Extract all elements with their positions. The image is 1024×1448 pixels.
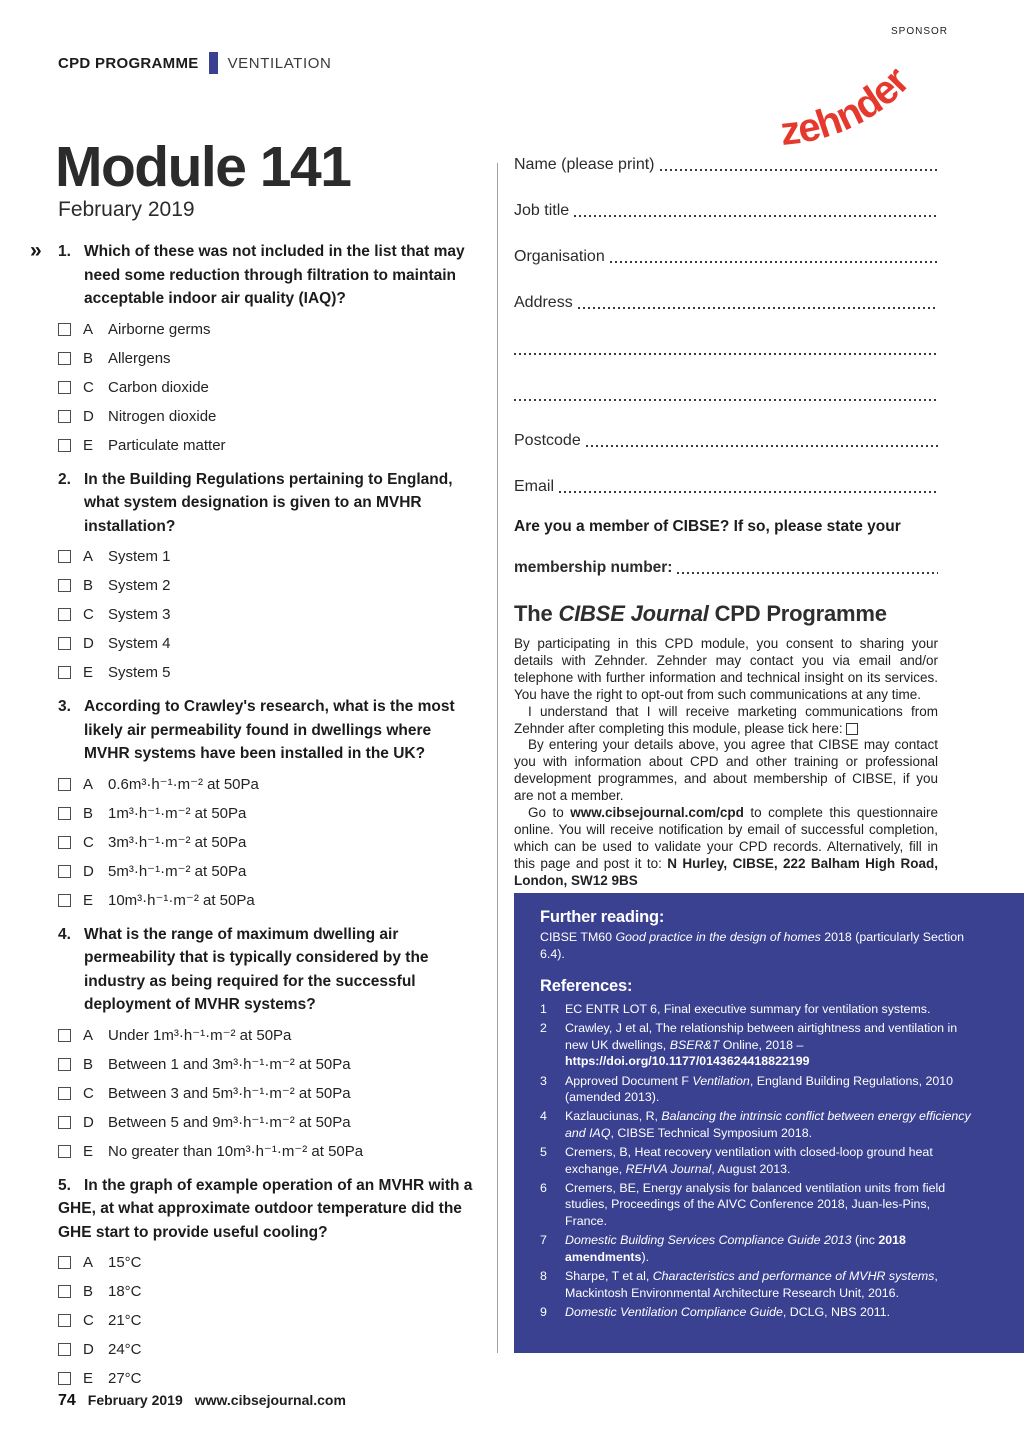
question-number: 3. <box>58 698 71 715</box>
option-checkbox[interactable] <box>58 1372 71 1385</box>
form-field <box>514 150 938 174</box>
references-heading: References: <box>540 977 633 995</box>
reference-item <box>540 1001 972 1017</box>
field-label: Organisation <box>514 248 605 265</box>
cibse-member-question: Are you a member of CIBSE? If so, please state your <box>514 518 901 535</box>
page-footer <box>58 1392 346 1410</box>
question-number: 4. <box>58 925 71 943</box>
reference-number: 7 <box>540 1233 547 1248</box>
option-letter: E <box>83 1370 94 1387</box>
option-text: Between 3 and 5m³·h⁻¹·m⁻² at 50Pa <box>108 1085 351 1102</box>
option-checkbox[interactable] <box>58 637 71 650</box>
form-field <box>514 380 938 404</box>
text-segment: CIBSE TM60 <box>540 930 616 944</box>
question-number: 1. <box>58 243 71 260</box>
form-field <box>514 426 938 450</box>
option-letter: E <box>83 891 94 909</box>
answer-option <box>58 344 481 373</box>
question-4 <box>33 923 481 1166</box>
heading-segment-italic: CIBSE Journal <box>558 601 709 626</box>
reference-text <box>565 1304 972 1320</box>
option-text: 18°C <box>108 1283 142 1300</box>
option-checkbox[interactable] <box>58 1314 71 1327</box>
reference-segment: ). <box>641 1249 650 1264</box>
reference-text <box>565 1073 972 1106</box>
answer-option <box>58 828 481 857</box>
name-input-line[interactable] <box>660 169 939 171</box>
reference-segment: Crawley, J et al, The relationship between airtightness and ventilation in new UK dwellings, <box>565 1021 958 1052</box>
question-text: What is the range of maximum dwelling air permeability that is typically considered by the industry as being required for the successful deployment of MVHR systems? <box>84 925 429 1013</box>
cpd-url-text: www.cibsejournal.com/cpd <box>570 805 744 821</box>
answer-option <box>58 1108 481 1137</box>
answer-option <box>58 1277 481 1306</box>
entry-form <box>514 150 938 890</box>
svg-text:zehnder: zehnder <box>780 59 918 155</box>
reference-segment: Sharpe, T et al, <box>565 1269 653 1284</box>
address-line-3-input[interactable] <box>514 399 938 401</box>
option-checkbox[interactable] <box>58 1343 71 1356</box>
reference-segment-italic: Ventilation <box>692 1073 750 1088</box>
reference-text <box>565 1180 972 1229</box>
field-label: Job title <box>514 202 570 219</box>
heading-segment: The <box>514 601 559 626</box>
option-text: Particulate matter <box>108 436 226 454</box>
option-letter: B <box>83 577 94 594</box>
answer-option <box>58 1306 481 1335</box>
reference-text <box>565 1232 972 1265</box>
question-3 <box>33 695 481 915</box>
question-1 <box>30 239 481 460</box>
option-checkbox[interactable] <box>58 836 71 849</box>
further-reading-heading: Further reading: <box>540 908 665 926</box>
option-text: Between 1 and 3m³·h⁻¹·m⁻² at 50Pa <box>108 1056 351 1073</box>
option-letter: B <box>83 349 94 367</box>
reference-text <box>565 1144 972 1177</box>
reference-text <box>565 1020 972 1069</box>
answer-option <box>58 431 481 460</box>
reference-segment: , Mackintosh Environmental Architecture Research Unit, 2016. <box>565 1269 938 1300</box>
answer-option <box>58 1021 481 1050</box>
option-text: System 1 <box>108 548 171 565</box>
paragraph <box>514 805 938 890</box>
question-2 <box>33 468 481 688</box>
consent-text: I understand that I will receive marketing communications from Zehnder after completing this module, please tick here: <box>514 703 938 736</box>
option-letter: C <box>83 1312 94 1329</box>
answer-option <box>58 886 481 915</box>
reference-item <box>540 1020 972 1069</box>
form-field <box>514 553 938 577</box>
reference-number: 5 <box>540 1145 547 1160</box>
reference-segment-italic: Balancing the intrinsic conflict between energy efficiency and IAQ <box>565 1109 971 1140</box>
reference-segment: , August 2013. <box>711 1161 791 1176</box>
ventilation-label: VENTILATION <box>227 54 332 72</box>
option-letter: A <box>83 320 94 338</box>
option-text: 0.6m³·h⁻¹·m⁻² at 50Pa <box>108 776 259 793</box>
reference-number: 3 <box>540 1073 547 1088</box>
reference-segment: , CIBSE Technical Symposium 2018. <box>610 1125 813 1140</box>
option-letter: B <box>83 804 94 822</box>
question-text: In the graph of example operation of an MVHR with a GHE, at what approximate outdoor temperature did the GHE start to provide useful cooling? <box>58 1176 473 1241</box>
answer-option <box>58 373 481 402</box>
answer-option <box>58 1248 481 1277</box>
option-letter: A <box>83 548 94 565</box>
issue-date: February 2019 <box>58 198 195 221</box>
heading-segment: CPD Programme <box>708 601 887 626</box>
answer-option <box>58 770 481 799</box>
option-text: Under 1m³·h⁻¹·m⁻² at 50Pa <box>108 1027 292 1044</box>
reference-segment-bold: 2018 amendments <box>565 1233 906 1264</box>
job-title-input-line[interactable] <box>574 215 938 217</box>
option-letter: D <box>83 1341 94 1358</box>
reference-text <box>565 1108 972 1141</box>
option-checkbox[interactable] <box>58 1087 71 1100</box>
organisation-input-line[interactable] <box>610 261 938 263</box>
option-text: No greater than 10m³·h⁻¹·m⁻² at 50Pa <box>108 1143 364 1160</box>
question-number: 2. <box>58 470 71 488</box>
field-label: Email <box>514 478 555 495</box>
reference-number: 8 <box>540 1269 547 1284</box>
option-checkbox[interactable] <box>58 1058 71 1071</box>
option-letter: B <box>83 1283 94 1300</box>
form-field <box>514 288 938 312</box>
reference-item <box>540 1144 972 1177</box>
option-letter: D <box>83 862 94 880</box>
option-checkbox[interactable] <box>58 1285 71 1298</box>
page-title: Module 141 <box>55 135 351 199</box>
reference-segment: EC ENTR LOT 6, Final executive summary for ventilation systems. <box>565 1002 931 1016</box>
option-text: Allergens <box>108 349 171 367</box>
reference-number: 1 <box>540 1002 547 1016</box>
reference-item <box>540 1268 972 1301</box>
reference-number: 2 <box>540 1021 547 1036</box>
answer-option <box>58 1335 481 1364</box>
option-letter: D <box>83 635 94 652</box>
form-field <box>514 196 938 220</box>
reference-item <box>540 1073 972 1106</box>
text-segment: Go to <box>528 805 571 821</box>
answer-option <box>58 600 481 629</box>
form-field <box>514 242 938 266</box>
further-reading-box <box>514 893 1024 1353</box>
membership-number-input-line[interactable] <box>677 572 938 574</box>
field-label: Postcode <box>514 432 581 449</box>
option-checkbox[interactable] <box>58 778 71 791</box>
text-segment-italic: Good practice in the design of homes <box>615 930 821 944</box>
questionnaire <box>30 239 481 1401</box>
reference-segment: Approved Document F <box>565 1073 693 1088</box>
sponsor-block <box>776 26 948 160</box>
answer-option <box>58 799 481 828</box>
address-line-2-input[interactable] <box>514 353 938 355</box>
reference-number: 6 <box>540 1181 547 1196</box>
reference-item <box>540 1180 972 1229</box>
option-letter: C <box>83 606 94 623</box>
reference-segment-italic: REHVA Journal <box>625 1161 712 1176</box>
option-checkbox[interactable] <box>58 608 71 621</box>
option-text: 10m³·h⁻¹·m⁻² at 50Pa <box>108 892 255 909</box>
option-checkbox[interactable] <box>58 865 71 878</box>
cpd-programme-heading <box>514 601 938 627</box>
reference-text <box>565 1001 972 1017</box>
field-label: Address <box>514 294 573 311</box>
answer-option <box>58 629 481 658</box>
reference-segment: Kazlauciunas, R, <box>565 1109 662 1124</box>
answer-option <box>58 402 481 431</box>
option-checkbox[interactable] <box>58 807 71 820</box>
reference-segment-italic: Characteristics and performance of MVHR systems <box>652 1269 935 1284</box>
option-text: 24°C <box>108 1341 142 1358</box>
answer-option <box>58 1137 481 1166</box>
paragraph: By entering your details above, you agree that CIBSE may contact you with information about CPD and other training or professional development programmes, and about membership of CIBSE, if you are not a member. <box>514 737 938 804</box>
option-text: 3m³·h⁻¹·m⁻² at 50Pa <box>108 834 247 851</box>
email-input-line[interactable] <box>559 491 938 493</box>
field-label: Name (please print) <box>514 156 655 173</box>
header-eyebrow <box>58 52 331 74</box>
reference-item <box>540 1232 972 1265</box>
option-text: System 2 <box>108 577 171 594</box>
reference-segment-italic: BSER&T <box>669 1037 720 1052</box>
marketing-consent-checkbox[interactable] <box>846 723 858 735</box>
option-text: Airborne germs <box>108 320 211 338</box>
reference-segment: Cremers, B, Heat recovery ventilation with closed-loop ground heat exchange, <box>565 1145 933 1176</box>
reference-segment: , DCLG, NBS 2011. <box>782 1304 891 1319</box>
double-chevron-icon: » <box>30 239 42 262</box>
option-text: 5m³·h⁻¹·m⁻² at 50Pa <box>108 863 247 880</box>
option-checkbox[interactable] <box>58 1029 71 1042</box>
option-letter: C <box>83 1084 94 1102</box>
question-number: 5. <box>58 1176 71 1194</box>
option-text: 15°C <box>108 1254 142 1271</box>
answer-option <box>58 1050 481 1079</box>
reference-segment-italic: Domestic Ventilation Compliance Guide <box>565 1304 783 1319</box>
option-checkbox[interactable] <box>58 381 71 394</box>
answer-option <box>58 1079 481 1108</box>
reference-doi-link: https://doi.org/10.1177/0143624418822199 <box>565 1054 810 1069</box>
cpd-programme-text <box>514 636 938 890</box>
answer-option <box>58 857 481 886</box>
further-reading-entry <box>540 929 972 962</box>
option-letter: E <box>83 436 94 454</box>
eyebrow-accent-bar <box>209 52 218 74</box>
answer-option <box>58 542 481 571</box>
option-letter: D <box>83 407 94 425</box>
answer-option <box>58 315 481 344</box>
option-checkbox[interactable] <box>58 894 71 907</box>
references-list <box>540 1001 972 1320</box>
footer-date: February 2019 <box>87 1392 183 1408</box>
cpd-programme-label: CPD PROGRAMME <box>58 54 199 72</box>
paragraph: By participating in this CPD module, you consent to sharing your details with Zehnder. Zehnder may contact you via email and/or telephone with further information and technical insight on its services. You have the right to opt-out from such communications at any time. <box>514 636 938 702</box>
postcode-input-line[interactable] <box>586 445 938 447</box>
reference-item <box>540 1304 972 1320</box>
footer-website: www.cibsejournal.com <box>194 1392 346 1408</box>
question-text: According to Crawley's research, what is the most likely air permeability found in dwellings where MVHR systems have been installed in the UK? <box>84 698 455 762</box>
text-segment: to complete this questionnaire online. You will receive notification by email of successful completion, which can be used to validate your CPD records. Alternatively, fill in this page and post it to: <box>514 805 938 871</box>
option-text: Between 5 and 9m³·h⁻¹·m⁻² at 50Pa <box>108 1114 351 1131</box>
option-letter: D <box>83 1113 94 1131</box>
option-checkbox[interactable] <box>58 550 71 563</box>
reference-text <box>565 1268 972 1301</box>
option-letter: C <box>83 378 94 396</box>
option-checkbox[interactable] <box>58 352 71 365</box>
reference-segment: , England Building Regulations, 2010 (amended 2013). <box>565 1073 954 1105</box>
reference-number: 4 <box>540 1109 547 1124</box>
option-letter: A <box>83 1026 94 1044</box>
option-letter: E <box>83 664 94 681</box>
option-text: 21°C <box>108 1312 142 1329</box>
form-field <box>514 472 938 496</box>
address-input-line[interactable] <box>578 307 938 309</box>
reference-segment: (inc <box>851 1233 879 1248</box>
option-checkbox[interactable] <box>58 579 71 592</box>
reference-number: 9 <box>540 1304 547 1319</box>
reference-segment-italic: Domestic Building Services Compliance Guide 2013 <box>565 1233 852 1248</box>
form-field <box>514 334 938 358</box>
answer-option <box>58 1364 481 1393</box>
page-number: 74 <box>58 1392 76 1409</box>
reference-segment: Cremers, BE, Energy analysis for balanced ventilation units from field studies, Proceedings of the AIVC Conference 2018, Juan-les-Pins, France. <box>565 1181 946 1228</box>
question-text: Which of these was not included in the list that may need some reduction through filtration to maintain acceptable indoor air quality (IAQ)? <box>84 243 465 307</box>
option-checkbox[interactable] <box>58 1116 71 1129</box>
option-text: Nitrogen dioxide <box>108 407 217 425</box>
question-text: In the Building Regulations pertaining to England, what system designation is given to an MVHR installation? <box>84 470 453 535</box>
option-text: 27°C <box>108 1370 142 1387</box>
option-checkbox[interactable] <box>58 1256 71 1269</box>
option-letter: A <box>83 775 94 793</box>
reference-item <box>540 1108 972 1141</box>
option-checkbox[interactable] <box>58 323 71 336</box>
option-checkbox[interactable] <box>58 1145 71 1158</box>
question-5 <box>33 1174 481 1394</box>
option-letter: C <box>83 833 94 851</box>
answer-option <box>58 658 481 687</box>
text-segment: 2018 (particularly Section 6.4). <box>540 930 965 961</box>
sponsor-label: SPONSOR <box>890 26 948 37</box>
column-divider <box>497 163 498 1353</box>
option-text: Carbon dioxide <box>108 378 209 396</box>
answer-option <box>58 571 481 600</box>
option-text: System 3 <box>108 606 171 623</box>
option-checkbox[interactable] <box>58 410 71 423</box>
zehnder-logo <box>780 39 948 155</box>
option-text: System 5 <box>108 664 171 681</box>
option-letter: A <box>83 1254 94 1271</box>
option-text: 1m³·h⁻¹·m⁻² at 50Pa <box>108 805 247 822</box>
paragraph <box>514 704 938 738</box>
membership-number-label: membership number: <box>514 559 673 576</box>
option-text: System 4 <box>108 635 171 652</box>
postal-address-text: N Hurley, CIBSE, 222 Balham High Road, London, SW12 9BS <box>514 855 938 888</box>
option-letter: E <box>83 1142 94 1160</box>
option-letter: B <box>83 1055 94 1073</box>
option-checkbox[interactable] <box>58 439 71 452</box>
option-checkbox[interactable] <box>58 666 71 679</box>
reference-segment: Online, 2018 – <box>719 1037 804 1052</box>
